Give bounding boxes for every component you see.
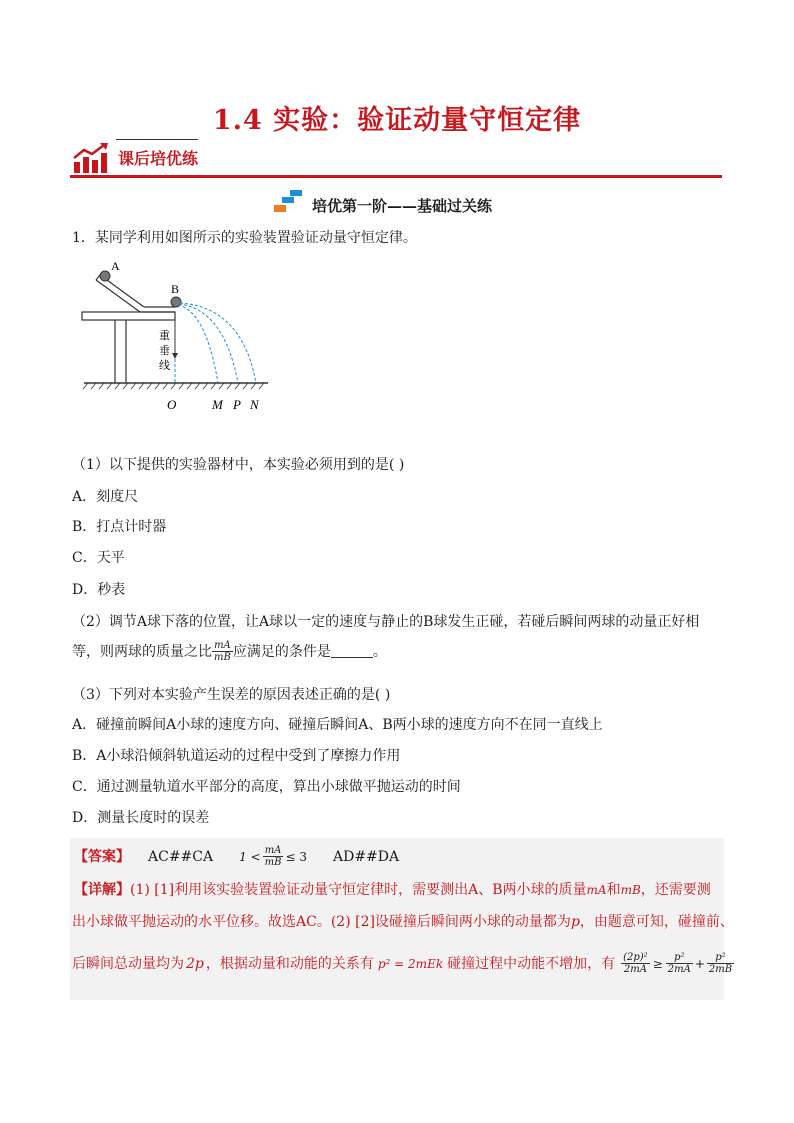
explanation-line2: 出小球做平抛运动的水平位移。故选AC。(2) [2]设碰撞后瞬间两小球的动量都为p，由题意可知，碰撞前、 [72,914,734,930]
part3-option-c: C．通过测量轨道水平部分的高度，算出小球做平抛运动的时间 [72,779,461,795]
answer-2-numerator: mA [263,845,284,857]
answer-2-fraction [263,845,284,868]
momentum-energy-relation: p² = 2mEk [377,956,444,971]
stairs-icon [270,188,304,214]
answer-line [74,845,399,868]
ball-a-label: A [111,259,120,273]
question-stem: 1．某同学利用如图所示的实验装置验证动量守恒定律。 [72,230,417,246]
section-heading-text: 课后培优练 [118,149,199,168]
stage-heading-text: 培优第一阶——基础过关练 [312,197,493,215]
ball-a [100,271,110,281]
section-heading [72,140,198,174]
answer-2-left: 1 < [239,849,261,864]
part1-option-c: C．天平 [72,550,125,566]
growth-chart-icon [72,142,112,174]
inequality-term-2: $\frac{\text{p²}}{2mA}$ [667,952,691,975]
ball-b-label: B [171,282,180,296]
mass-ratio-denominator: mB [214,652,231,663]
answer-label: 【答案】 [74,848,130,865]
page-title: 1.4 实验：验证动量守恒定律 [212,105,582,136]
part2-line2-end: 。 [372,643,387,660]
mass-ratio-fraction [212,640,233,663]
answer-3: AD##DA [332,848,400,865]
experiment-figure [78,255,278,415]
part3-option-b: B．A小球沿倾斜轨道运动的过程中受到了摩擦力作用 [72,748,401,764]
plumb-label-3: 线 [159,359,170,372]
point-o-label: O [167,397,177,412]
inequality-term-3: $\frac{\text{p²}}{2mB}$ [708,952,733,975]
plumb-label-2: 垂 [159,344,170,357]
trajectory-n [180,303,256,383]
point-p-label: P [233,397,241,412]
point-n-label: N [250,397,259,412]
explanation-label: 【详解】 [74,882,130,898]
part3-prompt: （3）下列对本实验产生误差的原因表述正确的是( ) [72,687,391,703]
stage-heading [270,185,492,216]
answer-blank[interactable] [331,645,373,658]
explanation-line1: 【详解】(1) [1]利用该实验装置验证动量守恒定律时，需要测出A、B两小球的质量mA和mB，还需要测 [74,882,711,898]
part1-option-d: D．秒表 [72,582,126,598]
plumb-label-1: 重 [159,329,170,342]
part2-line1: （2）调节A球下落的位置，让A球以一定的速度与静止的B球发生正碰，若碰后瞬间两球的动量正好相 [72,614,700,630]
answer-1: AC##CA [148,848,214,865]
answer-2-right: ≤ 3 [285,849,307,864]
table-top [82,312,175,320]
part1-prompt: （1）以下提供的实验器材中，本实验必须用到的是( ) [72,457,405,473]
point-m-label: M [212,397,223,412]
part1-option-b: B．打点计时器 [72,519,167,535]
inequality-term-1: $\frac{\text{(2p)²}}{2mA}$ [623,952,648,975]
part1-option-a: A．刻度尺 [72,489,139,505]
mass-ratio-numerator: mA [212,640,233,652]
answer-2-denominator: mB [264,857,282,868]
part2-line2-pre: 等，则两球的质量之比 [72,643,212,660]
section-divider [70,175,722,178]
part3-option-a: A．碰撞前瞬间A小球的速度方向、碰撞后瞬间A、B两小球的速度方向不在同一直线上 [72,717,603,733]
trajectory-m [178,305,218,383]
part2-line2-post: 应满足的条件是 [232,643,331,660]
part3-option-d: D．测量长度时的误差 [72,810,210,826]
part2-line2 [72,640,387,663]
explanation-line3: 后瞬间总动量均为 2p ，根据动量和动能的关系有 p² = 2mEk 碰撞过程中动能不增加，有 $\frac{\text{(2p)²}}{2mA}$ ≥ $\frac{\text{p²}}{2mA}$ + $\frac{\text{p²}}{2mB}$ [72,952,733,975]
